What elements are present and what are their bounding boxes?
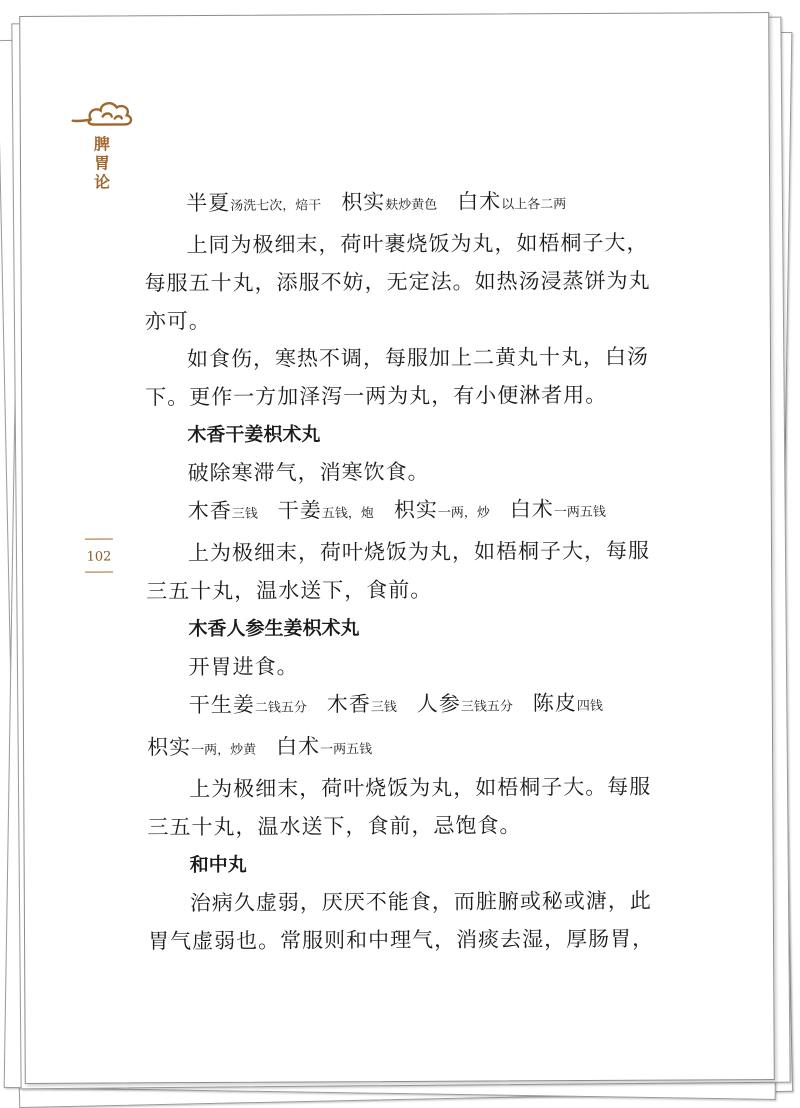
- ingredient-name: 木香: [326, 692, 371, 717]
- book-page: [19, 12, 775, 1084]
- ingredient-note: 四钱: [576, 698, 603, 715]
- body-text-line: 下。更作一方加泽泻一两为丸，有小便淋者用。: [145, 382, 608, 410]
- body-text-line: 破除寒滞气，消寒饮食。: [187, 459, 430, 486]
- body-text-line: 上为极细末，荷叶烧饭为丸，如梧桐子大，每服: [187, 538, 651, 566]
- ingredient-line: [146, 490, 646, 535]
- ingredient-note: 三钱: [370, 700, 397, 716]
- ingredient-note: 二钱五分: [254, 700, 307, 716]
- book-title: 脾胃论: [93, 134, 111, 192]
- ingredient-note: 一两，炒黄: [191, 742, 257, 759]
- ingredient-note: 五钱，炮: [321, 506, 374, 522]
- body-text-line: 亦可。: [144, 308, 211, 334]
- ingredient-name: 干生姜: [188, 692, 255, 718]
- ingredient-name: 枳实: [146, 735, 192, 760]
- ingredient-name: 枳实: [341, 190, 386, 215]
- formula-heading: 木香人参生姜枳术丸: [188, 617, 360, 641]
- ingredient-name: 人参: [416, 691, 461, 716]
- formula-heading: 和中丸: [189, 853, 247, 877]
- body-text-line: 每服五十丸，添服不妨，无定法。如热汤浸蒸饼为丸: [144, 268, 651, 296]
- ingredient-note: 汤洗七次，焙干: [230, 198, 322, 214]
- formula-heading: 木香干姜枳术丸: [187, 423, 321, 447]
- page-body: [144, 182, 655, 961]
- ingredient-name: 白术: [275, 734, 321, 759]
- body-text-line: 胃气虚弱也。常服则和中理气，消痰去湿，厚肠胃，: [147, 926, 655, 954]
- page-number: 102: [85, 538, 113, 572]
- ingredient-name: 干姜: [277, 498, 322, 523]
- ingredient-name: 陈皮: [532, 691, 577, 716]
- ingredient-name: 半夏: [186, 190, 231, 216]
- ingredient-note: 以上各二两: [501, 197, 567, 213]
- body-text-line: 上同为极细末，荷叶裹烧饭为丸，如梧桐子大，: [186, 230, 649, 258]
- body-text-line: 开胃进食。: [188, 654, 299, 680]
- ingredient-note: 一两，炒: [437, 505, 490, 521]
- body-text-line: 治病久虚弱，厌厌不能食，而脏腑或秘或溏，此: [189, 888, 652, 916]
- ingredient-name: 木香: [187, 498, 232, 524]
- ingredient-line: [147, 726, 647, 771]
- ingredient-note: 麸炒黄色: [385, 197, 438, 214]
- cloud-ornament-icon: [69, 94, 139, 128]
- body-text-line: 三五十丸，温水送下，食前。: [146, 577, 433, 604]
- ingredient-note: 一两五钱: [553, 504, 606, 521]
- ingredient-note: 三钱五分: [460, 699, 513, 715]
- body-text-line: 上为极细末，荷叶烧饭为丸，如梧桐子大。每服: [189, 774, 652, 802]
- ingredient-line: [147, 684, 647, 729]
- ingredient-name: 白术: [509, 497, 554, 522]
- body-text-line: 如食伤，寒热不调，每服加上二黄丸十丸，白汤: [186, 344, 650, 372]
- body-text-line: 三五十丸，温水送下，食前，忌饱食。: [147, 813, 522, 840]
- ingredient-line: [144, 182, 644, 227]
- ingredient-note: 三钱: [231, 506, 258, 522]
- ingredient-name: 枳实: [393, 497, 438, 523]
- ingredient-note: 一两五钱: [320, 742, 373, 758]
- ingredient-name: 白术: [457, 189, 502, 214]
